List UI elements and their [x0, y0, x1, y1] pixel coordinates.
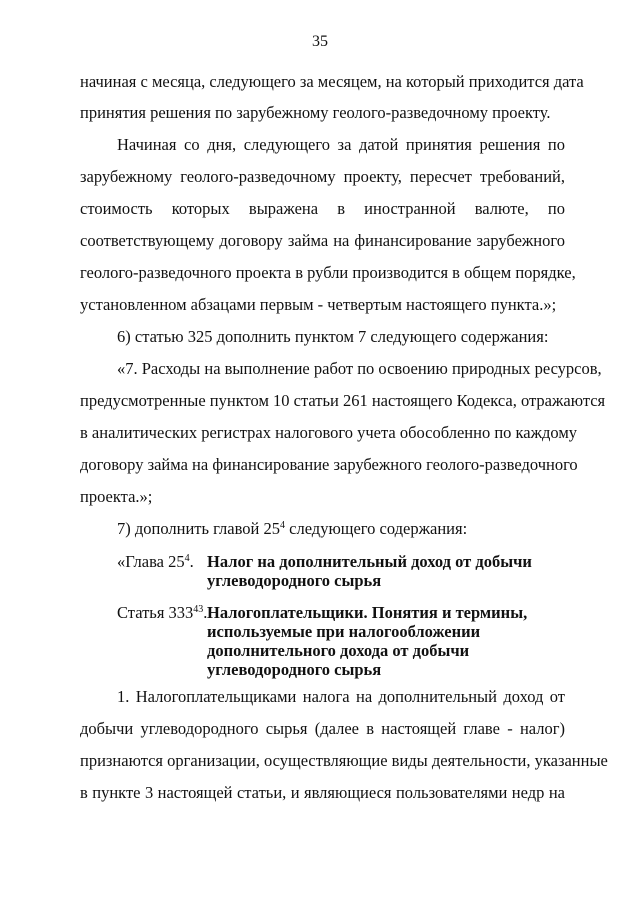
text-line: принятия решения по зарубежному геолого-разведочному проекту.: [80, 103, 551, 122]
text-line: «7. Расходы на выполнение работ по освоению природных ресурсов,: [117, 359, 602, 378]
article-title: [207, 603, 537, 679]
text-line: договору займа на финансирование зарубежного геолого-разведочного: [80, 455, 578, 474]
text-line: стоимость которых выражена в иностранной валюте, по: [80, 199, 565, 218]
text-fragment: «Глава 25: [117, 552, 185, 571]
text-line: проекта.»;: [80, 487, 153, 506]
text-line: в аналитических регистрах налогового учета обособленно по каждому: [80, 423, 578, 442]
text-line: геолого-разведочного проекта в рубли производится в общем порядке,: [80, 263, 576, 282]
text-line: установленном абзацами первым - четвертым настоящего пункта.»;: [80, 295, 557, 314]
text-fragment: .: [203, 603, 208, 622]
text-line: [117, 519, 467, 539]
page-number: 35: [312, 33, 328, 50]
heading-line: Налогоплательщики. Понятия и термины,: [207, 603, 528, 622]
text-line: соответствующему договору займа на финансирование зарубежного: [80, 231, 565, 250]
text-line: 1. Налогоплательщиками налога на дополнительный доход от: [117, 687, 565, 706]
text-fragment: 7) дополнить главой 25: [117, 519, 281, 538]
chapter-title: [207, 552, 537, 590]
article-label: [117, 603, 207, 623]
heading-line: дополнительного дохода от добычи: [207, 641, 470, 660]
text-line: признаются организации, осуществляющие виды деятельности, указанные: [80, 751, 608, 770]
text-line: в пункте 3 настоящей статьи, и являющиеся пользователями недр на: [80, 783, 565, 802]
text-line: добычи углеводородного сырья (далее в настоящей главе - налог): [80, 719, 565, 738]
superscript: 4: [184, 553, 190, 564]
text-line: начиная с месяца, следующего за месяцем, на который приходится дата: [80, 72, 584, 91]
text-line: зарубежному геолого-разведочному проекту, пересчет требований,: [80, 167, 565, 186]
text-fragment: .: [189, 552, 194, 571]
heading-line: используемые при налогообложении: [207, 622, 481, 641]
text-line: предусмотренные пунктом 10 статьи 261 настоящего Кодекса, отражаются: [80, 391, 606, 410]
chapter-label: [117, 552, 194, 572]
heading-line: углеводородного сырья: [207, 660, 382, 679]
heading-line: углеводородного сырья: [207, 571, 382, 590]
text-line: 6) статью 325 дополнить пунктом 7 следующего содержания:: [117, 327, 549, 346]
text-fragment: следующего содержания:: [285, 519, 468, 538]
heading-line: Налог на дополнительный доход от добычи: [207, 552, 532, 571]
superscript: 4: [280, 520, 286, 531]
text-fragment: Статья 333: [117, 603, 194, 622]
text-line: Начиная со дня, следующего за датой принятия решения по: [117, 135, 565, 154]
superscript: 43: [193, 604, 204, 615]
